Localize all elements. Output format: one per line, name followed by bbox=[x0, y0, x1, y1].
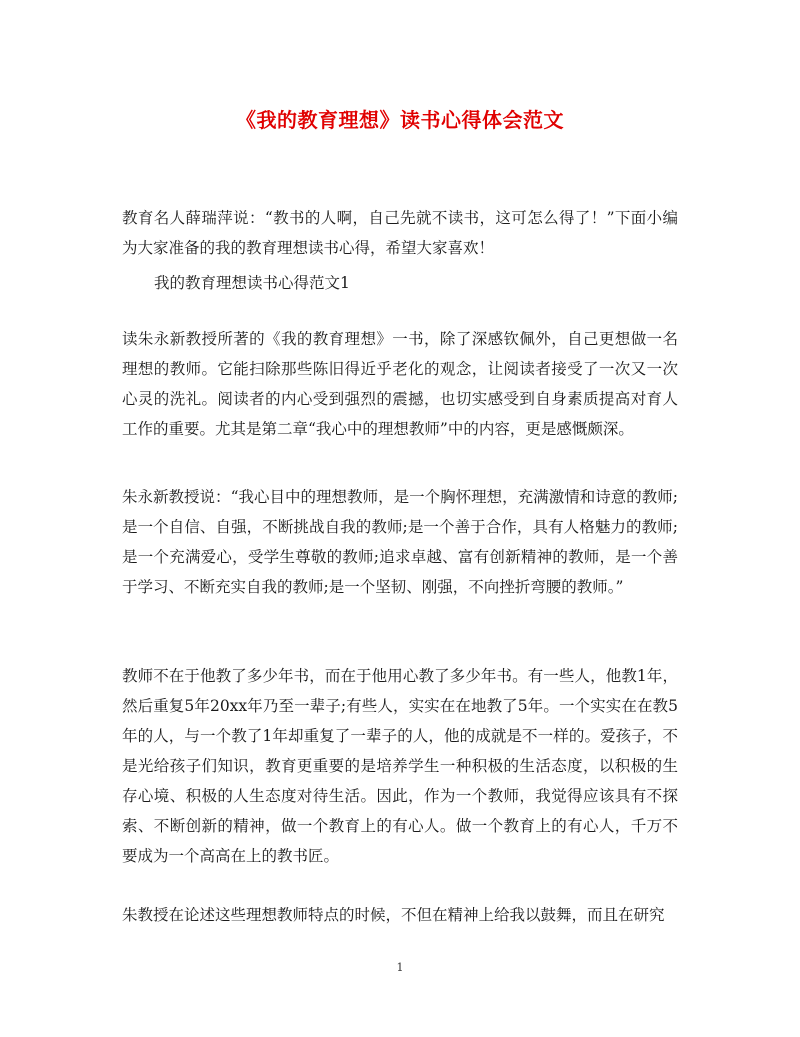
section-subheading: 我的教育理想读书心得范文1 bbox=[154, 274, 350, 292]
body-paragraph: 朱永新教授说：“我心目中的理想教师，是一个胸怀理想，充满激情和诗意的教师;是一个自信、自强，不断挑战自我的教师;是一个善于合作，具有人格魅力的教师;是一个充满爱心，受学生尊敬的教师;追求卓越、富有创新精神的教师，是一个善于学习、不断充实自我的教师;是一个坚韧、刚强，不向挫折弯腰的教师。” bbox=[122, 488, 678, 596]
document-title: 《我的教育理想》读书心得体会范文 bbox=[236, 108, 564, 132]
body-paragraph: 读朱永新教授所著的《我的教育理想》一书，除了深感钦佩外，自己更想做一名理想的教师。它能扫除那些陈旧得近乎老化的观念，让阅读者接受了一次又一次心灵的洗礼。阅读者的内心受到强烈的震撼，也切实感受到自身素质提高对育人工作的重要。尤其是第二章“我心中的理想教师”中的内容，更是感慨颇深。 bbox=[122, 330, 678, 438]
body-paragraph: 朱教授在论述这些理想教师特点的时候，不但在精神上给我以鼓舞，而且在研究 bbox=[122, 906, 665, 924]
page-number: 1 bbox=[396, 961, 404, 974]
body-paragraph: 教师不在于他教了多少年书，而在于他用心教了多少年书。有一些人，他教1年，然后重复5年20xx年乃至一辈子;有些人，实实在在地教了5年。一个实实在在教5年的人，与一个教了1年却重复了一辈子的人，他的成就是不一样的。爱孩子，不是光给孩子们知识，教育更重要的是培养学生一种积极的生活态度，以积极的生存心境、积极的人生态度对待生活。因此，作为一个教师，我觉得应该具有不探索、不断创新的精神，做一个教育上的有心人。做一个教育上的有心人，千万不要成为一个高高在上的教书匠。 bbox=[122, 667, 678, 865]
intro-paragraph: 教育名人薛瑞萍说：“教书的人啊，自己先就不读书，这可怎么得了！”下面小编为大家准备的我的教育理想读书心得，希望大家喜欢！ bbox=[122, 209, 678, 257]
